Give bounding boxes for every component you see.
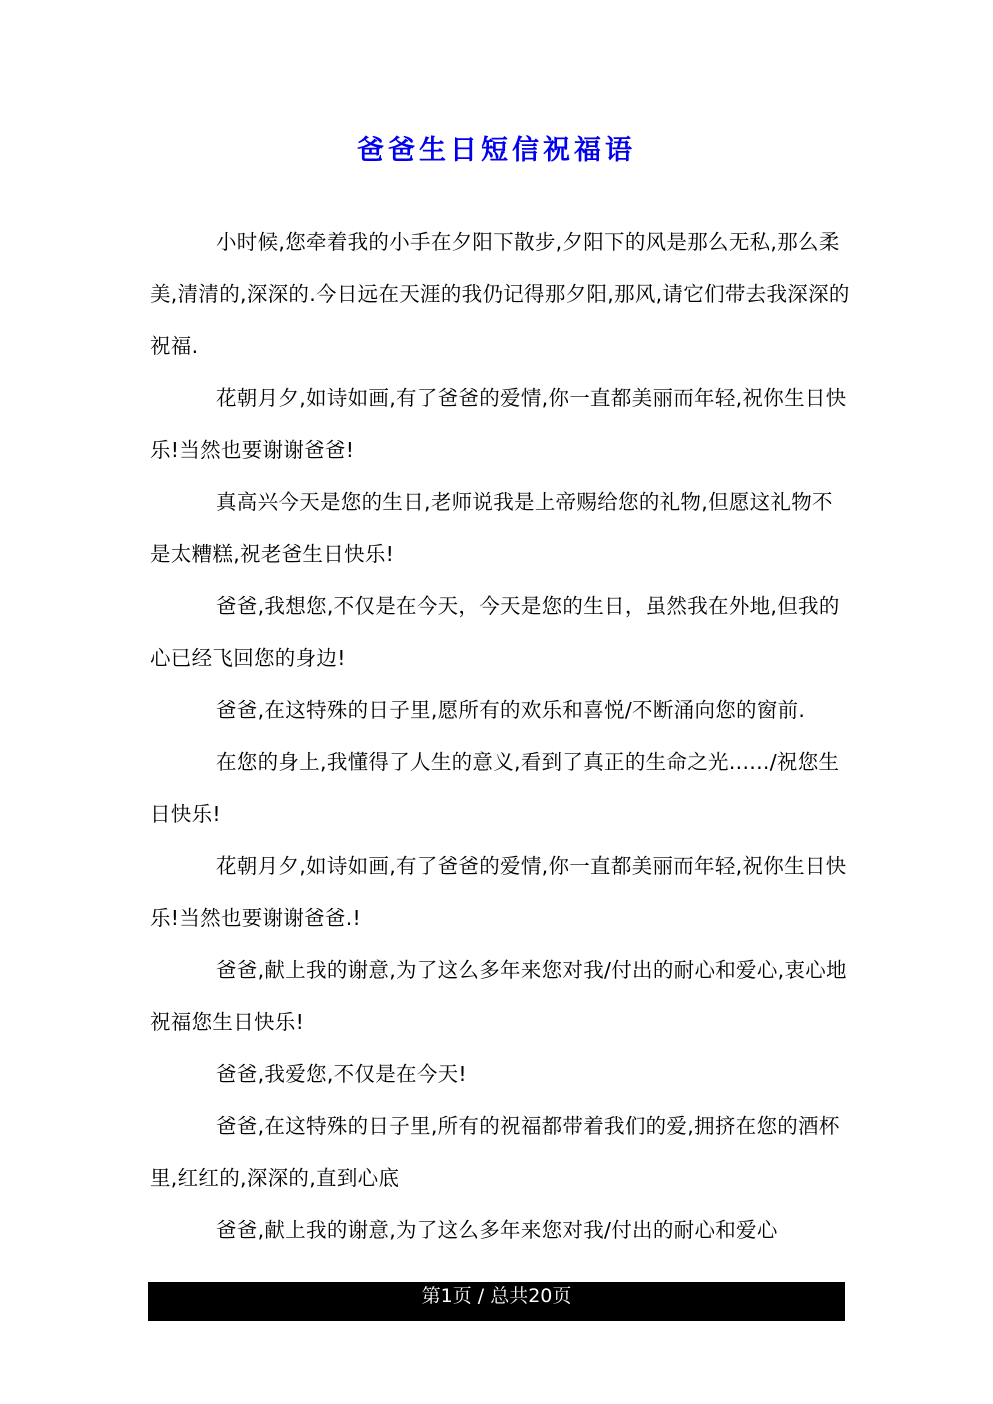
paragraph: 真高兴今天是您的生日,老师说我是上帝赐给您的礼物,但愿这礼物不是太糟糕,祝老爸生日快乐! [150,490,833,566]
document-body [150,216,850,1256]
paragraph: 爸爸,我爱您,不仅是在今天! [216,1062,467,1086]
paragraph: 爸爸,献上我的谢意,为了这么多年来您对我/付出的耐心和爱心,衷心地祝福您生日快乐! [150,958,847,1034]
paragraph: 爸爸,献上我的谢意,为了这么多年来您对我/付出的耐心和爱心 [216,1218,778,1242]
paragraph: 爸爸,在这特殊的日子里,所有的祝福都带着我们的爱,拥挤在您的酒杯里,红红的,深深的,直到心底 [150,1114,840,1190]
paragraph: 小时候,您牵着我的小手在夕阳下散步,夕阳下的风是那么无私,那么柔美,清清的,深深的.今日远在天涯的我仍记得那夕阳,那风,请它们带去我深深的祝福. [150,230,850,358]
paragraph: 在您的身上,我懂得了人生的意义,看到了真正的生命之光....../祝您生日快乐! [150,750,840,826]
paragraph: 爸爸,我想您,不仅是在今天，今天是您的生日，虽然我在外地,但我的心已经飞回您的身边! [150,594,840,670]
document-title: 爸爸生日短信祝福语 [357,135,636,166]
paragraph: 爸爸,在这特殊的日子里,愿所有的欢乐和喜悦/不断涌向您的窗前. [216,698,806,722]
paragraph: 花朝月夕,如诗如画,有了爸爸的爱情,你一直都美丽而年轻,祝你生日快乐!当然也要谢谢爸爸.! [150,854,847,930]
page-indicator: 第1页 / 总共20页 [421,1285,572,1307]
page-footer-bar [148,1282,845,1321]
paragraph: 花朝月夕,如诗如画,有了爸爸的爱情,你一直都美丽而年轻,祝你生日快乐!当然也要谢谢爸爸! [150,386,847,462]
